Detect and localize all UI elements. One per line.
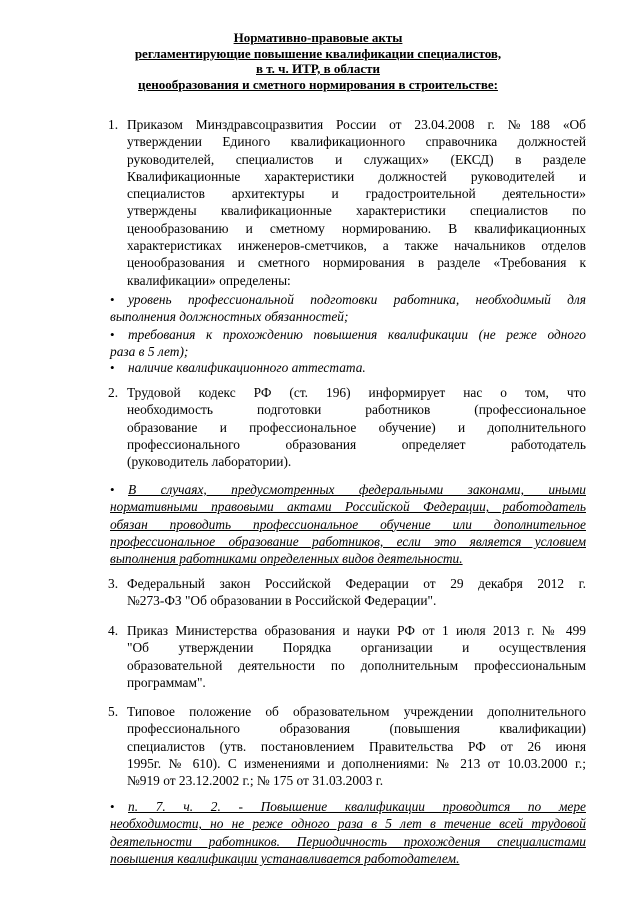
text-line: повышения квалификации устанавливается работодателем. <box>110 850 460 866</box>
text-line: В случаях, предусмотренных федеральными законами, иными <box>128 482 586 497</box>
text-line: Типовое положение об образовательном учреждении дополнительного <box>127 704 586 719</box>
list-item-1 <box>108 116 586 289</box>
list-item-2 <box>108 384 586 470</box>
list-number: 4. <box>108 623 119 638</box>
text-line: ценообразованию и сметному нормированию. В квалификационных <box>127 220 586 236</box>
text-line: Федеральный закон Российской Федерации от 29 декабря 2012 г. <box>127 576 586 591</box>
text-line: уровень профессиональной подготовки работника, необходимый для <box>128 292 586 307</box>
title-line-2: регламентирующие повышение квалификации специалистов, <box>134 45 502 61</box>
text-line: 1995г. № 610). С изменениями и дополнениями: № 213 от 10.03.2000 г.; <box>127 755 586 771</box>
bullet-icon: • <box>110 799 115 814</box>
bullet-icon: • <box>110 327 115 342</box>
text-line: ценообразования и сметного нормирования в разделе «Требования к <box>127 255 586 271</box>
text-line: профессионального образования определяет работодатель <box>127 436 586 452</box>
text-line: образовательной деятельности по дополнительным профессиональным <box>127 657 586 673</box>
list-item-5 <box>108 703 586 789</box>
text-line: характеристиках инженеров-сметчиков, а также начальников отделов <box>127 238 586 254</box>
bullet-icon: • <box>110 292 115 307</box>
text-line: выполнения должностных обязанностей; <box>110 309 349 325</box>
list-item-text <box>127 575 586 610</box>
text-line: Квалификационные характеристики должностей руководителей и <box>127 168 586 184</box>
list-item-text <box>127 116 586 289</box>
text-line: необходимости, но не реже одного раза в 5 лет в течение всей трудовой <box>110 816 586 832</box>
text-line: профессионального образования (повышения квалификации) <box>127 721 586 737</box>
title-line-4: ценообразования и сметного нормирования в строительстве: <box>138 76 498 92</box>
text-line: утверждении Единого квалификационного справочника должностей <box>127 134 586 150</box>
text-line: Приказом Минздравсоцразвития России от 23.04.2008 г. №188 «Об <box>127 117 586 132</box>
list-number: 5. <box>108 704 119 719</box>
text-line: №273-ФЗ "Об образовании в Российской Федерации". <box>127 593 437 609</box>
text-line: выполнения работниками определенных видов деятельности. <box>110 551 463 567</box>
text-line: руководителей, специалистов и служащих» (ЕКСД) в разделе <box>127 151 586 167</box>
bullet-item-underlined <box>110 481 586 567</box>
list-item-text <box>127 384 586 470</box>
bullet-item <box>110 359 586 376</box>
text-line: квалификации» определены: <box>127 272 291 288</box>
bullet-icon: • <box>110 482 115 497</box>
list-number: 2. <box>108 385 119 400</box>
bullet-item <box>110 326 586 361</box>
text-line: обязан проводить профессиональное обучение или дополнительное <box>110 516 586 532</box>
title-line-1: Нормативно-правовые акты <box>233 30 403 45</box>
text-line: раза в 5 лет); <box>110 344 189 360</box>
list-item-text <box>127 622 586 691</box>
text-line: специалистов архитектуры и градостроительной деятельности» <box>127 186 586 202</box>
text-line: утверждены квалификационные характеристики специалистов по <box>127 203 586 219</box>
list-item-4 <box>108 622 586 691</box>
document-title <box>0 30 636 92</box>
text-line: деятельности работников. Периодичность прохождения специалистами <box>110 833 586 849</box>
bullet-item-underlined <box>110 798 586 867</box>
list-item-3 <box>108 575 586 610</box>
text-line: программам". <box>127 674 206 690</box>
list-number: 1. <box>108 117 119 132</box>
title-line-3: в т. ч. ИТР, в области <box>256 61 380 76</box>
text-line: наличие квалификационного аттестата. <box>128 360 366 375</box>
text-line: "Об утверждении Порядка организации и осуществления <box>127 640 586 656</box>
text-line: необходимость подготовки работников (профессиональное <box>127 402 586 418</box>
text-line: специалистов (утв. постановлением Правительства РФ от 26 июня <box>127 738 586 754</box>
text-line: образование и профессиональное обучение) и дополнительного <box>127 419 586 435</box>
list-item-text <box>127 703 586 789</box>
list-number: 3. <box>108 576 119 591</box>
text-line: требования к прохождению повышения квалификации (не реже одного <box>128 327 586 342</box>
text-line: профессиональное образование работников, если это является условием <box>110 533 586 549</box>
text-line: п. 7. ч. 2. - Повышение квалификации проводится по мере <box>128 799 586 814</box>
text-line: Приказ Министерства образования и науки РФ от 1 июля 2013 г. № 499 <box>127 623 586 638</box>
text-line: (руководитель лаборатории). <box>127 454 292 470</box>
bullet-icon: • <box>110 360 115 375</box>
text-line: №919 от 23.12.2002 г.; № 175 от 31.03.2003 г. <box>127 773 384 789</box>
text-line: Трудовой кодекс РФ (ст. 196) информирует нас о том, что <box>127 385 586 400</box>
text-line: нормативными правовыми актами Российской Федерации, работодатель <box>110 499 586 515</box>
bullet-item <box>110 291 586 326</box>
